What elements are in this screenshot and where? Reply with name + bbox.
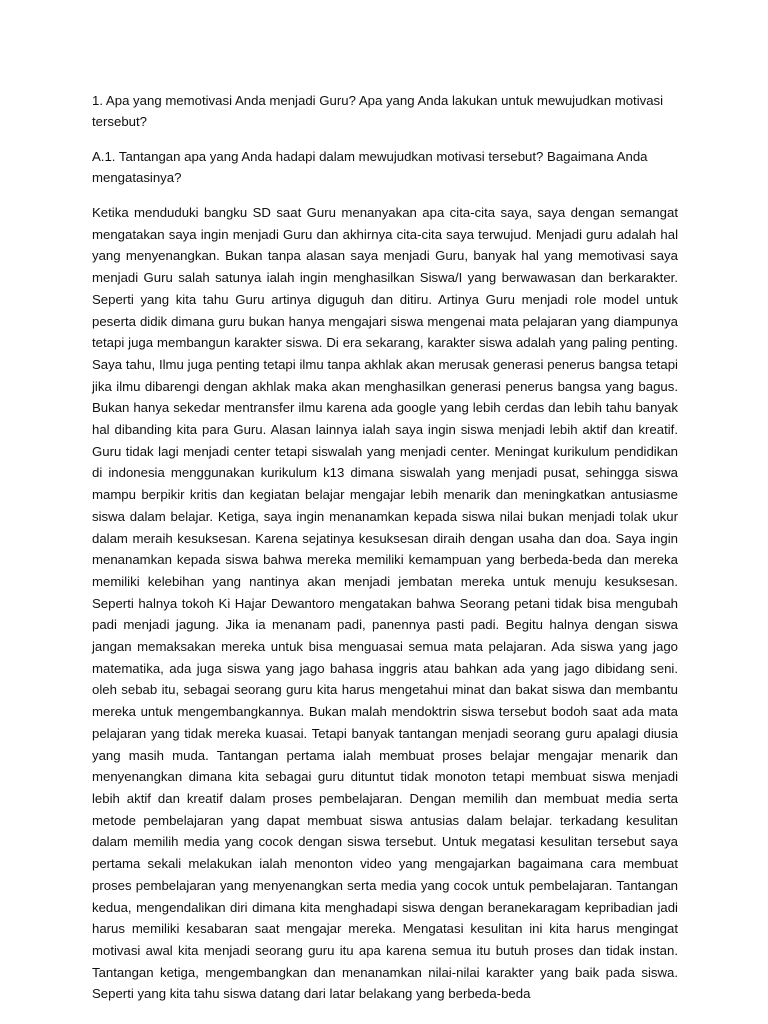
document-page bbox=[92, 90, 678, 1005]
sub-question-heading: A.1. Tantangan apa yang Anda hadapi dalam mewujudkan motivasi tersebut? Bagaimana Anda mengatasinya? bbox=[92, 149, 648, 185]
question-heading: 1. Apa yang memotivasi Anda menjadi Guru? Apa yang Anda lakukan untuk mewujudkan motivasi tersebut? bbox=[92, 93, 664, 129]
body-paragraph: Ketika menduduki bangku SD saat Guru menanyakan apa cita-cita saya, saya dengan semangat mengatakan saya ingin menjadi Guru dan akhirnya cita-cita saya terwujud. Menjadi guru adalah hal yang menyenangkan. Bukan tanpa alasan saya menjadi Guru, banyak hal yang memotivasi saya menjadi Guru salah satunya ialah ingin menghasilkan Siswa/I yang berwawasan dan berkarakter. Seperti yang kita tahu Guru artinya diguguh dan ditiru. Artinya Guru menjadi role model untuk peserta didik dimana guru bukan hanya mengajari siswa mengenai mata pelajaran yang diampunya tetapi juga membangun karakter siswa. Di era sekarang, karakter siswa adalah yang paling penting. Saya tahu, Ilmu juga penting tetapi ilmu tanpa akhlak akan merusak generasi penerus bangsa tetapi jika ilmu dibarengi dengan akhlak maka akan menghasilkan generasi penerus bangsa yang bagus. Bukan hanya sekedar mentransfer ilmu karena ada google yang lebih cerdas dan lebih tahu banyak hal dibanding kita para Guru. Alasan lainnya ialah saya ingin siswa menjadi lebih aktif dan kreatif. Guru tidak lagi menjadi center tetapi siswalah yang menjadi center. Meningat kurikulum pendidikan di indonesia menggunakan kurikulum k13 dimana siswalah yang menjadi pusat, sehingga siswa mampu berpikir kritis dan kegiatan belajar mengajar lebih menarik dan meningkatkan antusiasme siswa dalam belajar. Ketiga, saya ingin menanamkan kepada siswa nilai bukan menjadi tolak ukur dalam meraih kesuksesan. Karena sejatinya kesuksesan diraih dengan usaha dan doa. Saya ingin menanamkan kepada siswa bahwa mereka memiliki kemampuan yang berbeda-beda dan mereka memiliki kelebihan yang nantinya akan menjadi jembatan mereka untuk menuju kesuksesan. Seperti halnya tokoh Ki Hajar Dewantoro mengatakan bahwa Seorang petani tidak bisa mengubah padi menjadi jagung. Jika ia menanam padi, panennya pasti padi. Begitu halnya dengan siswa jangan memaksakan mereka untuk bisa menguasai semua mata pelajaran. Ada siswa yang jago matematika, ada juga siswa yang jago bahasa inggris atau bahkan ada yang jago dibidang seni. oleh sebab itu, sebagai seorang guru kita harus mengetahui minat dan bakat siswa dan membantu mereka untuk mengembangkannya. Bukan malah mendoktrin siswa tersebut bodoh saat ada mata pelajaran yang tidak mereka kuasai. Tetapi banyak tantangan menjadi seorang guru apalagi diusia yang masih muda. Tantangan pertama ialah membuat proses belajar mengajar menarik dan menyenangkan dimana kita sebagai guru dituntut tidak monoton tetapi membuat siswa menjadi lebih aktif dan kreatif dalam proses pembelajaran. Dengan memilih dan membuat media serta metode pembelajaran yang dapat membuat siswa antusias dalam belajar. terkadang kesulitan dalam memilih media yang cocok dengan siswa tersebut. Untuk megatasi kesulitan tersebut saya pertama sekali melakukan ialah menonton video yang mengajarkan bagaimana cara membuat proses pembelajaran yang menyenangkan serta media yang cocok untuk pembelajaran. Tantangan kedua, mengendalikan diri dimana kita menghadapi siswa dengan beranekaragam kepribadian jadi harus memiliki kesabaran saat mengajar mereka. Mengatasi kesulitan ini kita harus mengingat motivasi awal kita menjadi seorang guru itu apa karena semua itu butuh proses dan tidak instan. Tantangan ketiga, mengembangkan dan menanamkan nilai-nilai karakter yang baik pada siswa. Seperti yang kita tahu siswa datang dari latar belakang yang berbeda-beda bbox=[92, 205, 678, 1002]
